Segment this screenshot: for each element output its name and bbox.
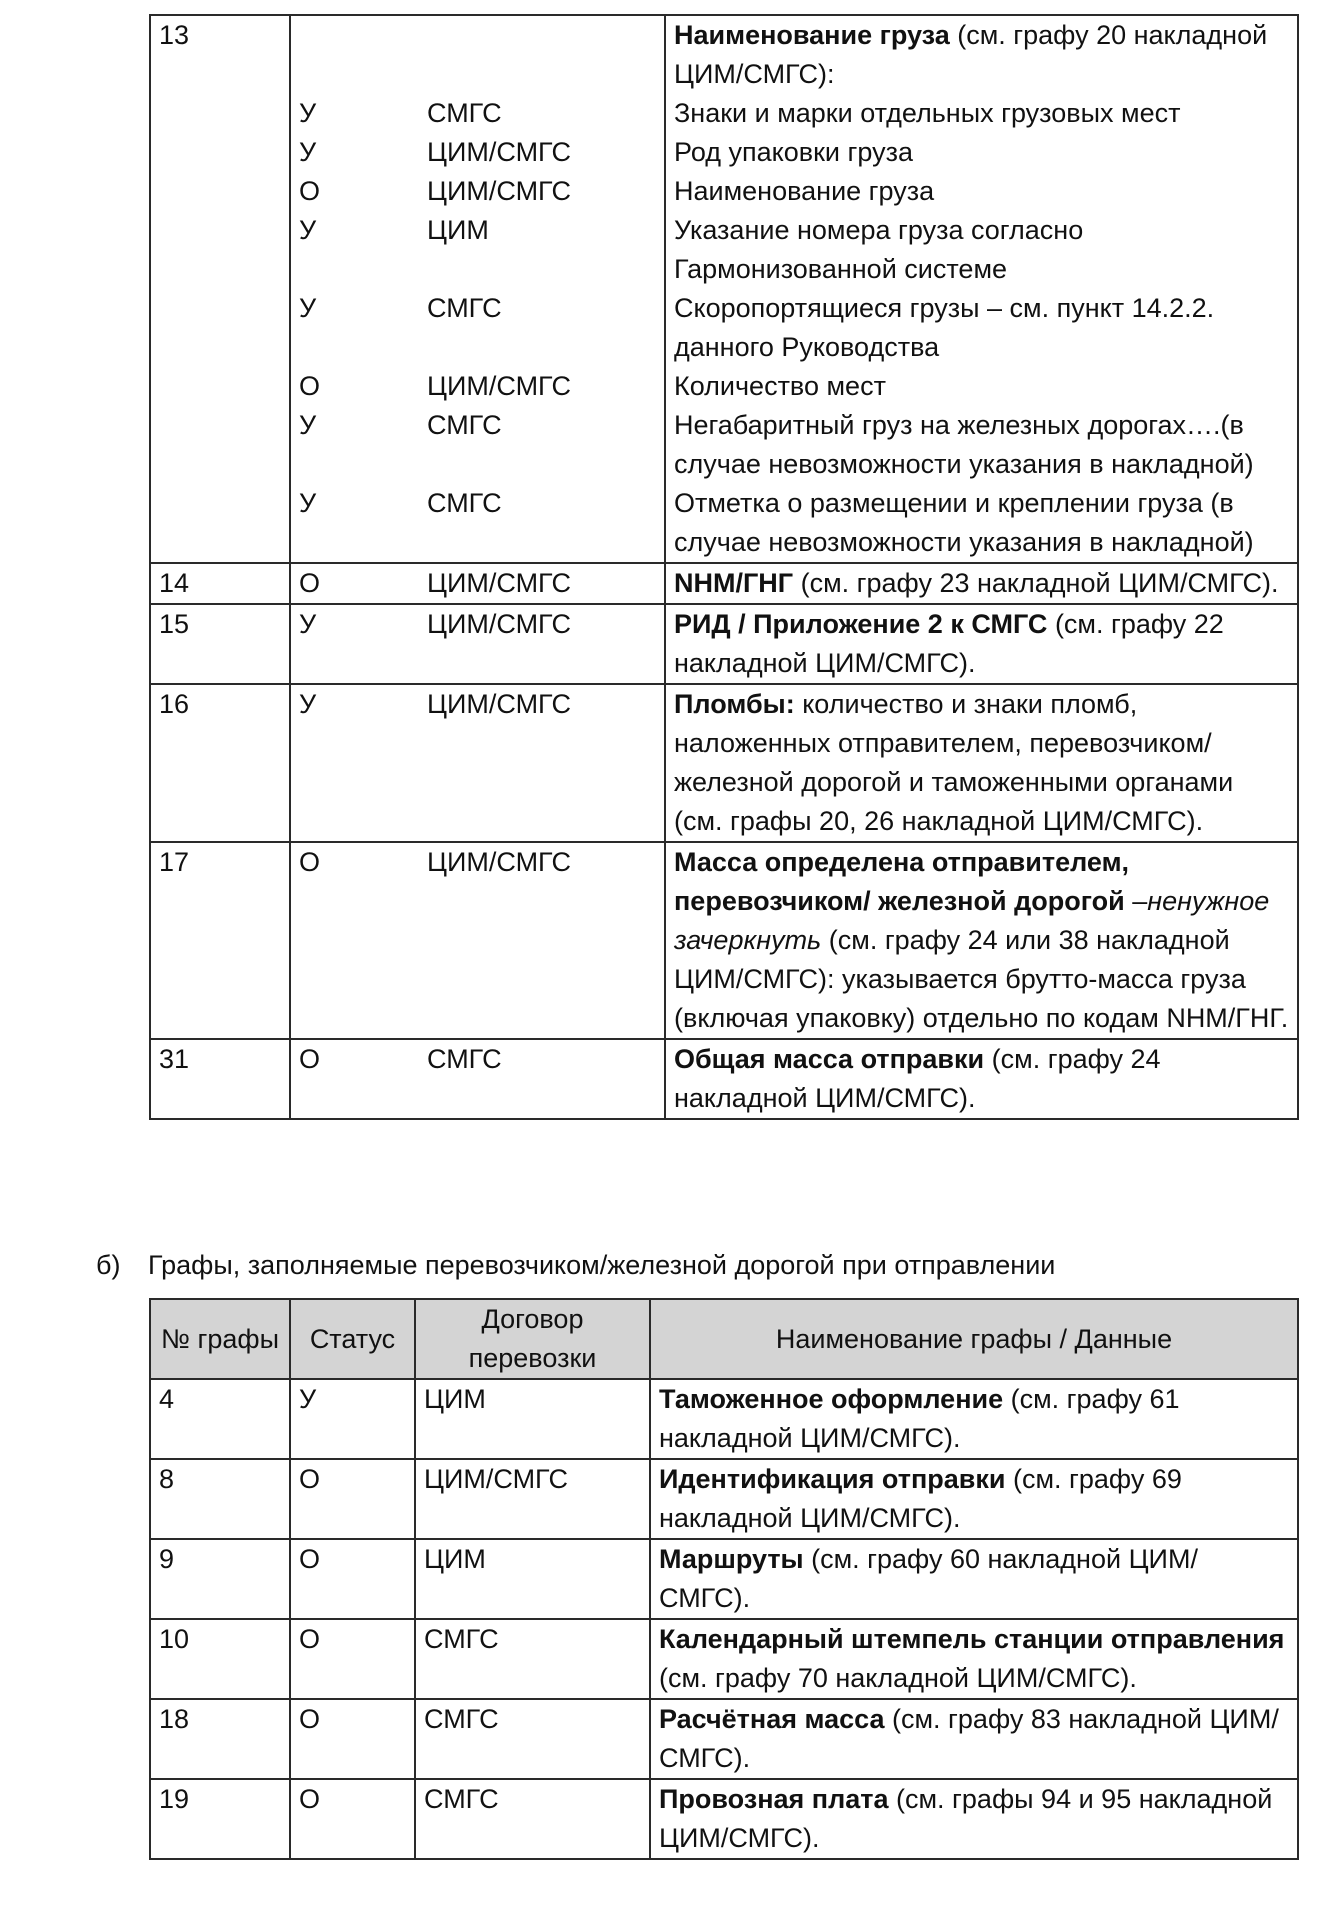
section-b-marker: б) [96, 1250, 121, 1280]
sub-row [291, 16, 1297, 94]
sub-contract: ЦИМ/СМГС [419, 605, 666, 683]
sub-name [666, 94, 1297, 133]
table-b-header-row [150, 1299, 1298, 1379]
sub-status: О [299, 847, 321, 877]
table-row [150, 684, 1298, 842]
cell-contract: СМГС [415, 1699, 650, 1779]
text-part: Провозная плата [659, 1784, 889, 1814]
sub-name [666, 367, 1297, 406]
sub-contract: ЦИМ/СМГС [419, 133, 666, 172]
cell-name [650, 1779, 1298, 1859]
cell-num: 14 [150, 563, 290, 604]
cell-status: О [290, 1779, 415, 1859]
sub-status: У [299, 410, 317, 440]
table-b [149, 1298, 1299, 1860]
sub-status: У [299, 609, 317, 639]
text-part: Отметка о размещении и креплении груза (в случае невозможности указания в накладной) [674, 488, 1254, 557]
sub-status: У [299, 689, 317, 719]
cell-status: О [290, 1619, 415, 1699]
table-row [150, 604, 1298, 684]
table-a [149, 14, 1299, 1120]
sub-row [291, 605, 1297, 683]
sub-row [291, 94, 1297, 133]
text-part: (см. графу 24 или 38 накладной ЦИМ/СМГС): указывается брутто-масса груза (включая упаковку) отдельно по кодам NHM/ГНГ. [674, 925, 1289, 1033]
cell-status [290, 842, 1298, 1039]
sub-status: У [299, 215, 317, 245]
sub-contract: ЦИМ [419, 211, 666, 289]
cell-num: 8 [150, 1459, 290, 1539]
sub-status: У [299, 98, 317, 128]
cell-num: 13 [150, 15, 290, 563]
text-part: Таможенное оформление [659, 1384, 1004, 1414]
text-part: (см. графу 70 накладной ЦИМ/СМГС). [659, 1663, 1137, 1693]
cell-name [650, 1539, 1298, 1619]
text-part: Негабаритный груз на железных дорогах….(в случае невозможности указания в накладной) [674, 410, 1254, 479]
sub-row [291, 564, 1297, 603]
cell-status [290, 684, 1298, 842]
text-part: ненужное зачеркнуть [674, 886, 1270, 955]
cell-contract: СМГС [415, 1619, 650, 1699]
cell-status [290, 604, 1298, 684]
text-part: (см. графу 24 накладной ЦИМ/СМГС). [674, 1044, 1161, 1113]
sub-status: О [299, 371, 321, 401]
cell-num: 17 [150, 842, 290, 1039]
cell-status [290, 15, 1298, 563]
sub-contract: СМГС [419, 406, 666, 484]
sub-contract: СМГС [419, 94, 666, 133]
sub-name [666, 289, 1297, 367]
sub-row [291, 172, 1297, 211]
header-status: Статус [290, 1299, 415, 1379]
text-part: Расчётная масса [659, 1704, 885, 1734]
table-row [150, 1379, 1298, 1459]
sub-status: О [299, 176, 321, 206]
cell-status: У [290, 1379, 415, 1459]
sub-contract: ЦИМ/СМГС [419, 564, 666, 603]
sub-name [666, 211, 1297, 289]
text-part: Календарный штемпель станции отправления [659, 1624, 1285, 1654]
cell-name [650, 1379, 1298, 1459]
text-part: (см. графу 61 накладной ЦИМ/СМГС). [659, 1384, 1180, 1453]
sub-row [291, 133, 1297, 172]
sub-row [291, 406, 1297, 484]
cell-num: 18 [150, 1699, 290, 1779]
sub-row [291, 484, 1297, 562]
cell-num: 9 [150, 1539, 290, 1619]
sub-name [666, 564, 1297, 603]
text-part: Скоропортящиеся грузы – см. пункт 14.2.2. данного Руководства [674, 293, 1215, 362]
text-part: Пломбы: [674, 689, 795, 719]
sub-row [291, 685, 1297, 841]
sub-name [666, 16, 1297, 94]
sub-name [666, 484, 1297, 562]
sub-name [666, 1040, 1297, 1118]
cell-contract: СМГС [415, 1779, 650, 1859]
sub-row [291, 1040, 1297, 1118]
text-part: (см. графу 60 накладной ЦИМ/СМГС). [659, 1544, 1198, 1613]
cell-num: 31 [150, 1039, 290, 1119]
cell-name [650, 1699, 1298, 1779]
table-row [150, 1779, 1298, 1859]
table-row [150, 1619, 1298, 1699]
sub-row [291, 211, 1297, 289]
sub-status: У [299, 137, 317, 167]
section-b-heading [96, 1246, 1055, 1285]
sub-contract: СМГС [419, 289, 666, 367]
header-contract: Договор перевозки [415, 1299, 650, 1379]
sub-name [666, 172, 1297, 211]
text-part: Количество мест [674, 371, 886, 401]
text-part: Маршруты [659, 1544, 804, 1574]
sub-name [666, 685, 1297, 841]
text-part: – [1124, 886, 1148, 916]
sub-row [291, 367, 1297, 406]
cell-name [650, 1459, 1298, 1539]
text-part: (см. графу 20 накладной ЦИМ/СМГС): [674, 20, 1268, 89]
header-num: № графы [150, 1299, 290, 1379]
sub-contract: СМГС [419, 1040, 666, 1118]
text-part: Масса определена отправителем, перевозчиком/ железной дорогой [674, 847, 1130, 916]
sub-status: О [299, 568, 321, 598]
sub-row [291, 843, 1297, 1038]
table-row [150, 563, 1298, 604]
text-part: (см. графу 22 накладной ЦИМ/СМГС). [674, 609, 1224, 678]
text-part: Идентификация отправки [659, 1464, 1006, 1494]
text-part: Общая масса отправки [674, 1044, 985, 1074]
table-row [150, 1039, 1298, 1119]
text-part: (см. графу 83 накладной ЦИМ/СМГС). [659, 1704, 1279, 1773]
sub-status: У [299, 488, 317, 518]
table-row [150, 842, 1298, 1039]
cell-status: О [290, 1459, 415, 1539]
table-row [150, 1539, 1298, 1619]
text-part: (см. графу 69 накладной ЦИМ/СМГС). [659, 1464, 1182, 1533]
sub-contract [419, 16, 666, 94]
sub-name [666, 406, 1297, 484]
text-part: Указание номера груза согласно Гармонизованной системе [674, 215, 1084, 284]
cell-num: 10 [150, 1619, 290, 1699]
sub-status: У [299, 293, 317, 323]
header-name: Наименование графы / Данные [650, 1299, 1298, 1379]
text-part: (см. графу 23 накладной ЦИМ/СМГС). [793, 568, 1279, 598]
cell-contract: ЦИМ [415, 1539, 650, 1619]
text-part: Знаки и марки отдельных грузовых мест [674, 98, 1181, 128]
section-b-title: Графы, заполняемые перевозчиком/железной дорогой при отправлении [148, 1250, 1056, 1280]
cell-num: 19 [150, 1779, 290, 1859]
sub-name [666, 133, 1297, 172]
table-row [150, 1699, 1298, 1779]
sub-contract: ЦИМ/СМГС [419, 685, 666, 841]
text-part: Род упаковки груза [674, 137, 913, 167]
text-part: (см. графы 94 и 95 накладной ЦИМ/СМГС). [659, 1784, 1273, 1853]
cell-num: 16 [150, 684, 290, 842]
cell-num: 4 [150, 1379, 290, 1459]
sub-contract: ЦИМ/СМГС [419, 843, 666, 1038]
text-part: NHM/ГНГ [674, 568, 794, 598]
cell-status [290, 563, 1298, 604]
table-row [150, 15, 1298, 563]
table-a-body [150, 15, 1298, 1119]
sub-row [291, 289, 1297, 367]
table-row [150, 1459, 1298, 1539]
sub-contract: СМГС [419, 484, 666, 562]
sub-contract: ЦИМ/СМГС [419, 367, 666, 406]
sub-name [666, 843, 1297, 1038]
sub-status [291, 16, 419, 94]
text-part: РИД / Приложение 2 к СМГС [674, 609, 1048, 639]
cell-contract: ЦИМ/СМГС [415, 1459, 650, 1539]
sub-status: О [299, 1044, 321, 1074]
table-b-body [150, 1379, 1298, 1859]
cell-contract: ЦИМ [415, 1379, 650, 1459]
cell-status [290, 1039, 1298, 1119]
cell-name [650, 1619, 1298, 1699]
cell-num: 15 [150, 604, 290, 684]
sub-contract: ЦИМ/СМГС [419, 172, 666, 211]
cell-status: О [290, 1539, 415, 1619]
text-part: Наименование груза [674, 20, 950, 50]
text-part: количество и знаки пломб, наложенных отправителем, перевозчиком/железной дорогой и таможенными органами (см. графы 20, 26 накладной ЦИМ/СМГС). [674, 689, 1234, 836]
text-part: Наименование груза [674, 176, 935, 206]
sub-name [666, 605, 1297, 683]
cell-status: О [290, 1699, 415, 1779]
